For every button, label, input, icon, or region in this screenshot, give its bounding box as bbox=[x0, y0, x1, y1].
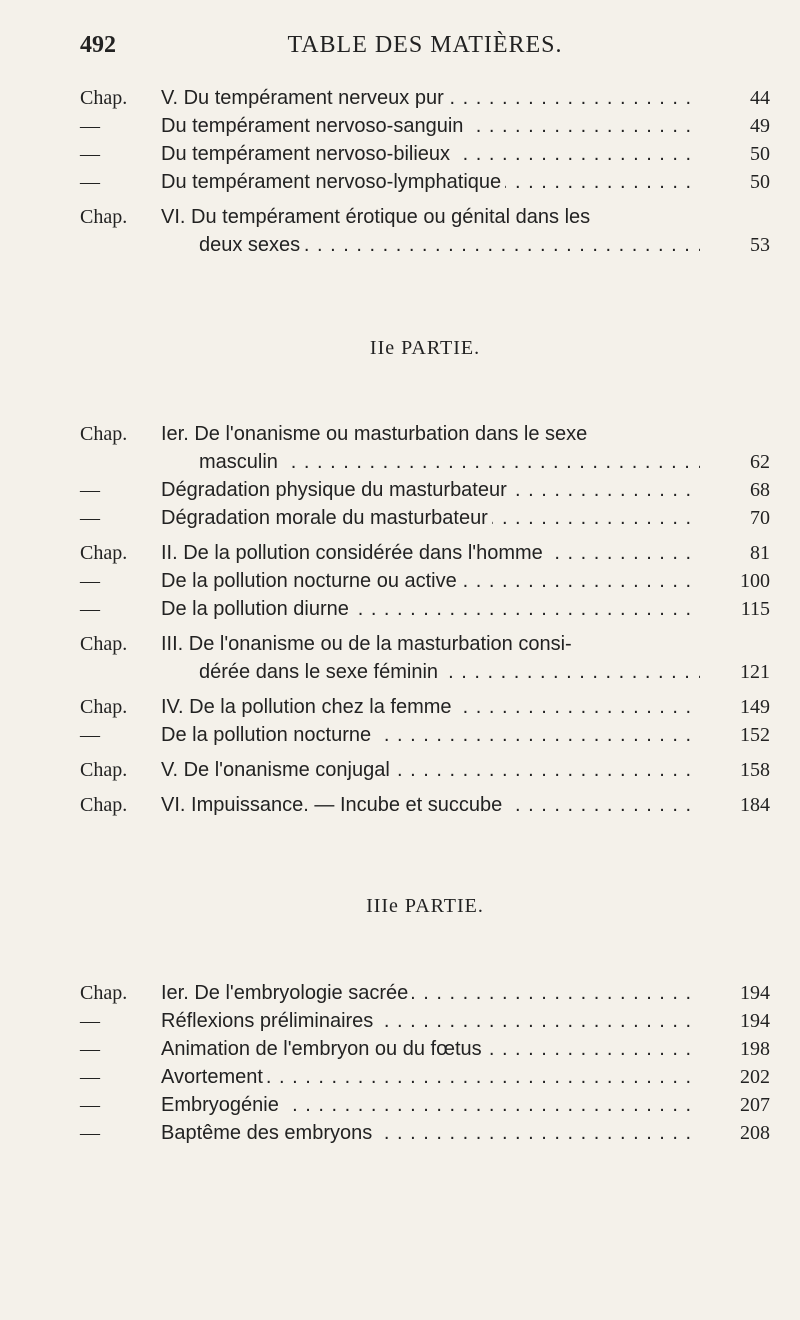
entry-label: — bbox=[80, 507, 100, 529]
entry-title: De la pollution diurne bbox=[161, 598, 353, 620]
entry-label: — bbox=[80, 724, 100, 746]
entry-label: Chap. bbox=[80, 696, 128, 718]
entry-label: Chap. bbox=[80, 794, 128, 816]
page-header bbox=[80, 32, 770, 66]
part-heading: IIIe PARTIE. bbox=[366, 895, 484, 917]
entry-label: — bbox=[80, 1066, 100, 1088]
entry-page: 53 bbox=[750, 234, 770, 256]
entry-label: — bbox=[80, 598, 100, 620]
toc-entry bbox=[80, 476, 770, 504]
entry-page: 194 bbox=[740, 982, 770, 1004]
entry-title: V. De l'onanisme conjugal bbox=[161, 759, 394, 781]
entry-page: 68 bbox=[750, 479, 770, 501]
toc-entry bbox=[80, 140, 770, 168]
entry-title: Du tempérament nervoso-bilieux bbox=[161, 143, 454, 165]
entry-title: Réflexions préliminaires bbox=[161, 1010, 377, 1032]
toc-entry bbox=[80, 112, 770, 140]
entry-page: 49 bbox=[750, 115, 770, 137]
entry-title: IV. De la pollution chez la femme bbox=[161, 696, 456, 718]
entry-label: — bbox=[80, 1038, 100, 1060]
entry-page: 202 bbox=[740, 1066, 770, 1088]
toc-entry bbox=[80, 84, 770, 112]
entry-title: Du tempérament nervoso-lymphatique bbox=[161, 171, 505, 193]
entry-page: 194 bbox=[740, 1010, 770, 1032]
toc-entry bbox=[80, 203, 770, 231]
entry-title: Dégradation morale du masturbateur bbox=[161, 507, 492, 529]
toc-entry bbox=[80, 721, 770, 749]
entry-label: — bbox=[80, 1122, 100, 1144]
toc-entry-continuation bbox=[80, 231, 770, 259]
entry-title: Embryogénie bbox=[161, 1094, 283, 1116]
entry-page: 198 bbox=[740, 1038, 770, 1060]
entry-title: V. Du tempérament nerveux pur bbox=[161, 87, 448, 109]
entry-page: 50 bbox=[750, 171, 770, 193]
entry-label: Chap. bbox=[80, 633, 128, 655]
toc-entry bbox=[80, 1091, 770, 1119]
entry-title: De la pollution nocturne ou active bbox=[161, 570, 461, 592]
entry-page: 152 bbox=[740, 724, 770, 746]
entry-page: 208 bbox=[740, 1122, 770, 1144]
entry-title: II. De la pollution considérée dans l'homme bbox=[161, 542, 547, 564]
entry-page: 81 bbox=[750, 542, 770, 564]
entry-page: 100 bbox=[740, 570, 770, 592]
entry-title-continued: dérée dans le sexe féminin bbox=[199, 661, 442, 683]
toc-entry-continuation bbox=[80, 448, 770, 476]
entry-label: Chap. bbox=[80, 759, 128, 781]
entry-label: — bbox=[80, 1010, 100, 1032]
entry-label: — bbox=[80, 171, 100, 193]
running-title: TABLE DES MATIÈRES. bbox=[287, 32, 563, 58]
toc-entry bbox=[80, 168, 770, 196]
toc-entry bbox=[80, 1007, 770, 1035]
entry-title: Baptême des embryons bbox=[161, 1122, 376, 1144]
entry-page: 121 bbox=[740, 661, 770, 683]
toc-entry bbox=[80, 595, 770, 623]
entry-label: — bbox=[80, 143, 100, 165]
entry-page: 70 bbox=[750, 507, 770, 529]
toc-entry bbox=[80, 504, 770, 532]
entry-page: 115 bbox=[740, 598, 770, 620]
toc-entry bbox=[80, 979, 770, 1007]
entry-title: Ier. De l'onanisme ou masturbation dans le sexe bbox=[161, 423, 591, 445]
entry-title: Avortement bbox=[161, 1066, 267, 1088]
toc-entry bbox=[80, 1063, 770, 1091]
entry-title: Ier. De l'embryologie sacrée bbox=[161, 982, 412, 1004]
entry-label: Chap. bbox=[80, 982, 128, 1004]
toc-entry bbox=[80, 539, 770, 567]
entry-page: 149 bbox=[740, 696, 770, 718]
entry-label: Chap. bbox=[80, 87, 128, 109]
entry-page: 158 bbox=[740, 759, 770, 781]
entry-label: Chap. bbox=[80, 423, 128, 445]
entry-title-continued: deux sexes bbox=[199, 234, 304, 256]
toc-entry-continuation bbox=[80, 658, 770, 686]
entry-label: Chap. bbox=[80, 206, 128, 228]
toc-entry bbox=[80, 756, 770, 784]
toc-entry bbox=[80, 1119, 770, 1147]
entry-title: VI. Du tempérament érotique ou génital dans les bbox=[161, 206, 594, 228]
entry-label: — bbox=[80, 1094, 100, 1116]
entry-label: — bbox=[80, 115, 100, 137]
entry-label: — bbox=[80, 479, 100, 501]
entry-title: Du tempérament nervoso-sanguin bbox=[161, 115, 467, 137]
entry-title: Dégradation physique du masturbateur bbox=[161, 479, 511, 501]
toc-entry bbox=[80, 1035, 770, 1063]
toc-entry bbox=[80, 567, 770, 595]
toc-entry bbox=[80, 630, 770, 658]
toc-entry bbox=[80, 693, 770, 721]
toc-entry bbox=[80, 420, 770, 448]
part-heading: IIe PARTIE. bbox=[369, 337, 481, 359]
entry-title: Animation de l'embryon ou du fœtus bbox=[161, 1038, 486, 1060]
page-number: 492 bbox=[80, 32, 116, 58]
entry-title: VI. Impuissance. — Incube et succube bbox=[161, 794, 506, 816]
entry-title-continued: masculin bbox=[199, 451, 282, 473]
entry-title: De la pollution nocturne bbox=[161, 724, 375, 746]
entry-label: Chap. bbox=[80, 542, 128, 564]
entry-page: 62 bbox=[750, 451, 770, 473]
entry-page: 50 bbox=[750, 143, 770, 165]
entry-page: 184 bbox=[740, 794, 770, 816]
toc-entry bbox=[80, 791, 770, 819]
entry-title: III. De l'onanisme ou de la masturbation consi- bbox=[161, 633, 576, 655]
entry-page: 44 bbox=[750, 87, 770, 109]
entry-page: 207 bbox=[740, 1094, 770, 1116]
entry-label: — bbox=[80, 570, 100, 592]
